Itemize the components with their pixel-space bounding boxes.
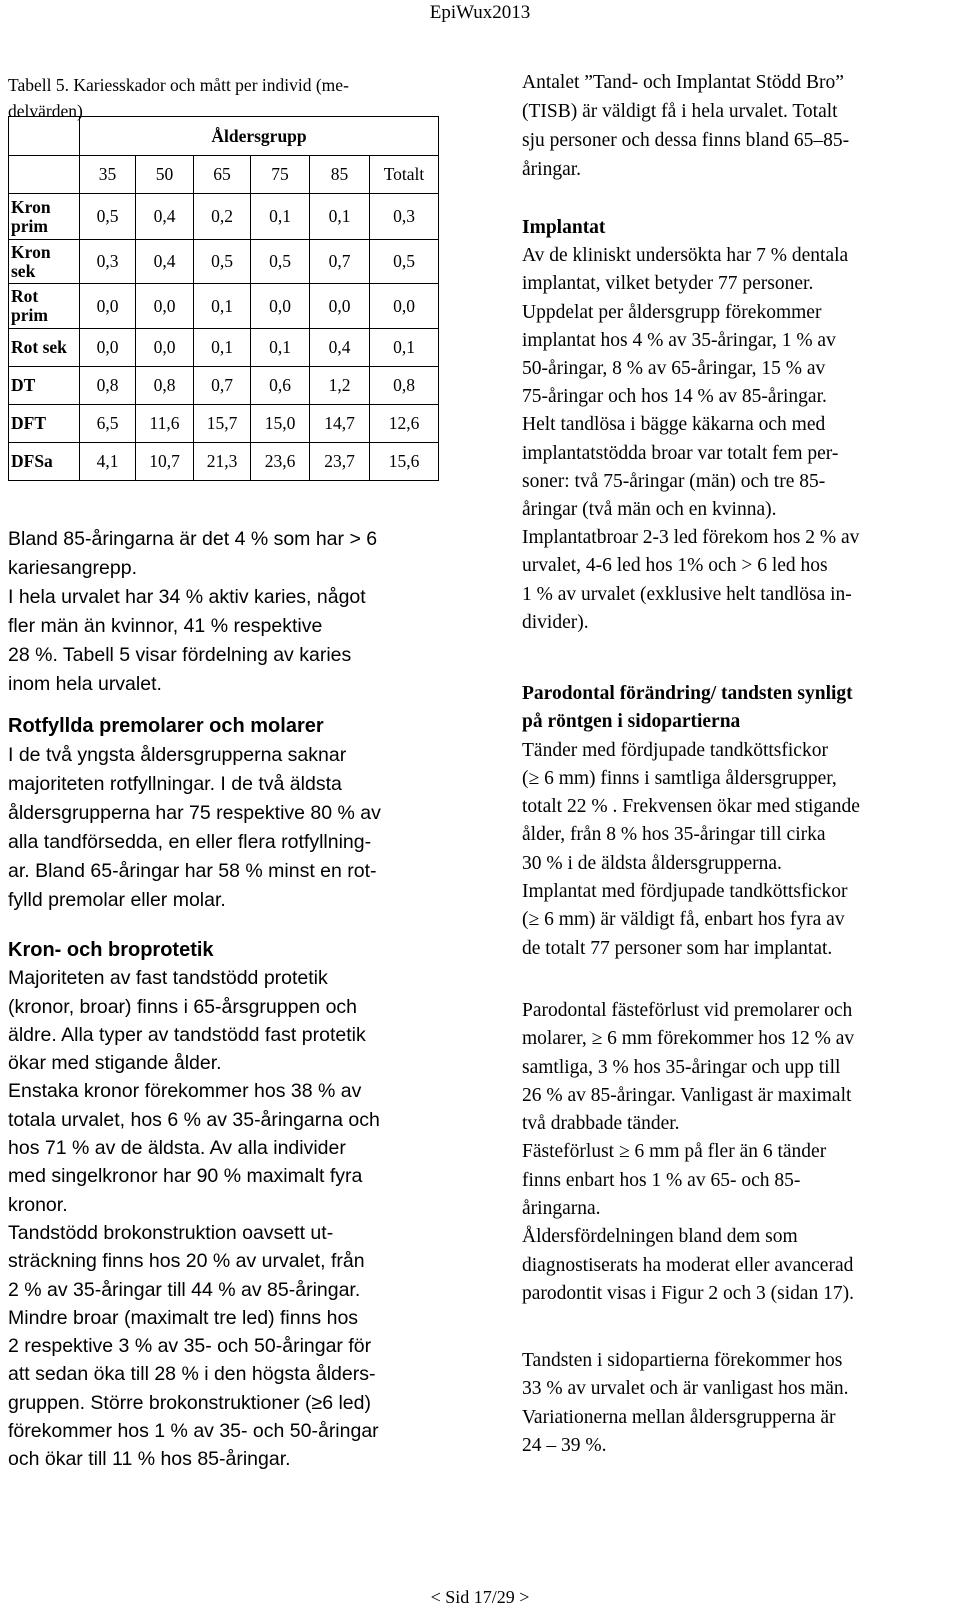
table-row: DFSa 4,1 10,7 21,3 23,6 23,7 15,6 [9, 443, 439, 481]
row-label: Rot sek [9, 329, 80, 367]
tandsten-section: Tandsten i sidopartierna förekommer hos 33 % av urvalet och är vanligast hos män. Variationerna mellan åldersgrupperna är 24 – 39 %. [522, 1350, 849, 1456]
fasteforlust-section: Parodontal fästeförlust vid premolarer och molarer, ≥ 6 mm förekommer hos 12 % av samtliga, 3 % hos 35-åringar och upp till 26 % av 85-åringar. Vanligast är maximalt två drabbade tänder. Fästeförlust ≥ 6 mm på fler än 6 tänder finns enbart hos 1 % av 65- och 85- åringarna. Åldersfördelningen bland dem som diagnostiserats ha moderat eller avancerad parodontit visas i Figur 2 och 3 (sidan 17). [522, 1000, 855, 1304]
table-row: Rot prim 0,0 0,0 0,1 0,0 0,0 0,0 [9, 284, 439, 329]
col-header: 65 [194, 156, 251, 194]
table-row: Kron prim 0,5 0,4 0,2 0,1 0,1 0,3 [9, 194, 439, 240]
caries-table [8, 116, 439, 481]
row-label: Kron prim [9, 194, 80, 240]
rotfyllda-section: Rotfyllda premolarer och molarer I de två yngsta åldersgrupperna saknar majoriteten rotfyllningar. I de två äldsta åldersgrupperna har 75 respektive 80 % av alla tandförsedda, en eller flera rotfyllning- ar. Bland 65-åringar har 58 % minst en rot- fylld premolar eller molar. [8, 712, 438, 915]
page-header: EpiWux2013 [429, 2, 531, 23]
group-header: Åldersgrupp [80, 117, 439, 156]
parodontal-section: Parodontal förändring/ tandsten synligt på röntgen i sidopartierna Tänder med fördjupade tandköttsfickor (≥ 6 mm) finns i samtliga åldersgrupper, totalt 22 % . Frekvensen ökar med stigande ålder, från 8 % hos 35-åringar till cirka 30 % i de äldsta åldersgrupperna. Implantat med fördjupade tandköttsfickor (≥ 6 mm) är väldigt få, enbart hos fyra av de totalt 77 personer som har implantat. [522, 680, 952, 963]
table-caption: Tabell 5. Kariesskador och mått per individ (me- delvärden) [8, 75, 349, 121]
section-heading-line2: på röntgen i sidopartierna [522, 711, 741, 733]
column-header-row [9, 156, 439, 194]
caries-summary: Bland 85-åringarna är det 4 % som har > 6 kariesangrepp. I hela urvalet har 34 % aktiv karies, något fler män än kvinnor, 41 % respektive 28 %. Tabell 5 visar fördelning av karies inom hela urvalet. [8, 528, 378, 695]
tisb-section: Antalet ”Tand- och Implantat Stödd Bro” (TISB) är väldigt få i hela urvalet. Totalt sju personer och dessa finns bland 65–85- åringar. [522, 72, 850, 180]
section-heading: Kron- och broprotetik [8, 939, 214, 961]
col-header: 50 [136, 156, 194, 194]
table-row: Kron sek 0,3 0,4 0,5 0,5 0,7 0,5 [9, 240, 439, 284]
kron-section: Kron- och broprotetik Majoriteten av fast tandstödd protetik (kronor, broar) finns i 65-årsgruppen och äldre. Alla typer av tandstödd fast protetik ökar med stigande ålder. Enstaka kronor förekommer hos 38 % av totala urvalet, hos 6 % av 35-åringarna och hos 71 % av de äldsta. Av alla individer med singelkronor har 90 % maximalt fyra kronor. Tandstödd brokonstruktion oavsett ut- sträckning finns hos 20 % av urvalet, från 2 % av 35-åringar till 44 % av 85-åringar. Mindre broar (maximalt tre led) finns hos 2 respektive 3 % av 35- och 50-åringar för att sedan öka till 28 % i den högsta ålders- gruppen. Större brokonstruktioner (≥6 led) förekommer hos 1 % av 35- och 50-åringar och ökar till 11 % hos 85-åringar. [8, 936, 438, 1474]
table-row: DFT 6,5 11,6 15,7 15,0 14,7 12,6 [9, 405, 439, 443]
table-row: DT 0,8 0,8 0,7 0,6 1,2 0,8 [9, 367, 439, 405]
row-label: DFSa [9, 443, 80, 481]
row-label: DT [9, 367, 80, 405]
row-label: DFT [9, 405, 80, 443]
section-heading: Rotfyllda premolarer och molarer [8, 715, 324, 737]
row-label: Rot prim [9, 284, 80, 329]
col-header: 85 [310, 156, 370, 194]
row-label: Kron sek [9, 240, 80, 284]
section-heading: Parodontal förändring/ tandsten synligt [522, 683, 853, 704]
col-header: 75 [251, 156, 310, 194]
col-header: Totalt [370, 156, 439, 194]
col-header: 35 [80, 156, 136, 194]
table-row: Rot sek 0,0 0,0 0,1 0,1 0,4 0,1 [9, 329, 439, 367]
implantat-section: Implantat Av de kliniskt undersökta har 7 % dentala implantat, vilket betyder 77 personer. Uppdelat per åldersgrupp förekommer implantat hos 4 % av 35-åringar, 1 % av 50-åringar, 8 % av 65-åringar, 15 % av 75-åringar och hos 14 % av 85-åringar. Helt tandlösa i bägge käkarna och med implantatstödda broar var totalt fem per- soner: två 75-åringar (män) och tre 85- åringar (två män och en kvinna). Implantatbroar 2-3 led förekom hos 2 % av urvalet, 4-6 led hos 1% och > 6 led hos 1 % av urvalet (exklusive helt tandlösa in- divider). [522, 214, 952, 637]
section-heading: Implantat [522, 217, 606, 238]
page-footer: < Sid 17/29 > [430, 1587, 530, 1607]
